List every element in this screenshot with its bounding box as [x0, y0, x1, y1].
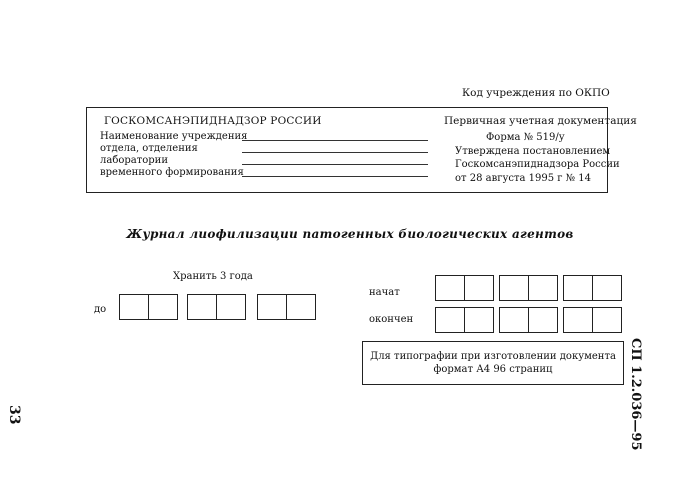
- form-number: Форма № 519/у: [486, 132, 565, 143]
- date-cell[interactable]: [120, 295, 148, 319]
- until-month-cells[interactable]: [187, 294, 246, 320]
- date-cell[interactable]: [528, 308, 557, 332]
- finished-label: окончен: [369, 314, 414, 325]
- finished-year-cells[interactable]: [563, 307, 622, 333]
- typography-note-box: [362, 341, 624, 385]
- institution-name-label: Наименование учреждения: [100, 131, 248, 142]
- date-cell[interactable]: [216, 295, 245, 319]
- started-year-cells[interactable]: [563, 275, 622, 301]
- institution-name-line[interactable]: [242, 140, 428, 141]
- finished-month-cells[interactable]: [499, 307, 558, 333]
- started-day-cells[interactable]: [435, 275, 494, 301]
- date-cell[interactable]: [148, 295, 177, 319]
- date-cell[interactable]: [564, 308, 592, 332]
- date-cell[interactable]: [436, 276, 464, 300]
- date-cell[interactable]: [592, 308, 621, 332]
- started-label: начат: [369, 287, 400, 298]
- typography-note-line-1: Для типографии при изготовлении документа: [370, 351, 616, 362]
- typography-note-line-2: формат А4 96 страниц: [433, 364, 553, 375]
- started-month-cells[interactable]: [499, 275, 558, 301]
- approval-line-1: Утверждена постановлением: [455, 146, 611, 157]
- temporary-unit-label: временного формирования: [100, 167, 244, 178]
- primary-documentation-label: Первичная учетная документация: [444, 115, 637, 127]
- date-cell[interactable]: [258, 295, 286, 319]
- date-cell[interactable]: [500, 276, 528, 300]
- standard-code: СП 1.2.036—95: [628, 338, 643, 451]
- until-year-cells[interactable]: [257, 294, 316, 320]
- date-cell[interactable]: [528, 276, 557, 300]
- finished-day-cells[interactable]: [435, 307, 494, 333]
- date-cell[interactable]: [592, 276, 621, 300]
- page-number: 33: [6, 405, 22, 425]
- laboratory-label: лаборатории: [100, 155, 169, 166]
- date-cell[interactable]: [564, 276, 592, 300]
- department-line[interactable]: [242, 152, 428, 153]
- until-label: до: [94, 304, 107, 315]
- journal-title: Журнал лиофилизации патогенных биологических агентов: [126, 227, 574, 241]
- approval-date: от 28 августа 1995 г № 14: [455, 173, 592, 184]
- date-cell[interactable]: [464, 276, 493, 300]
- until-day-cells[interactable]: [119, 294, 178, 320]
- date-cell[interactable]: [500, 308, 528, 332]
- date-cell[interactable]: [286, 295, 315, 319]
- date-cell[interactable]: [188, 295, 216, 319]
- approval-line-2: Госкомсанэпиднадзора России: [455, 159, 620, 170]
- temporary-unit-line[interactable]: [242, 176, 428, 177]
- keep-period-label: Хранить 3 года: [173, 271, 253, 282]
- date-cell[interactable]: [464, 308, 493, 332]
- date-cell[interactable]: [436, 308, 464, 332]
- okpo-label: Код учреждения по ОКПО: [462, 87, 610, 99]
- department-label: отдела, отделения: [100, 143, 198, 154]
- organization-name: ГОСКОМСАНЭПИДНАДЗОР РОССИИ: [104, 115, 322, 127]
- laboratory-line[interactable]: [242, 164, 428, 165]
